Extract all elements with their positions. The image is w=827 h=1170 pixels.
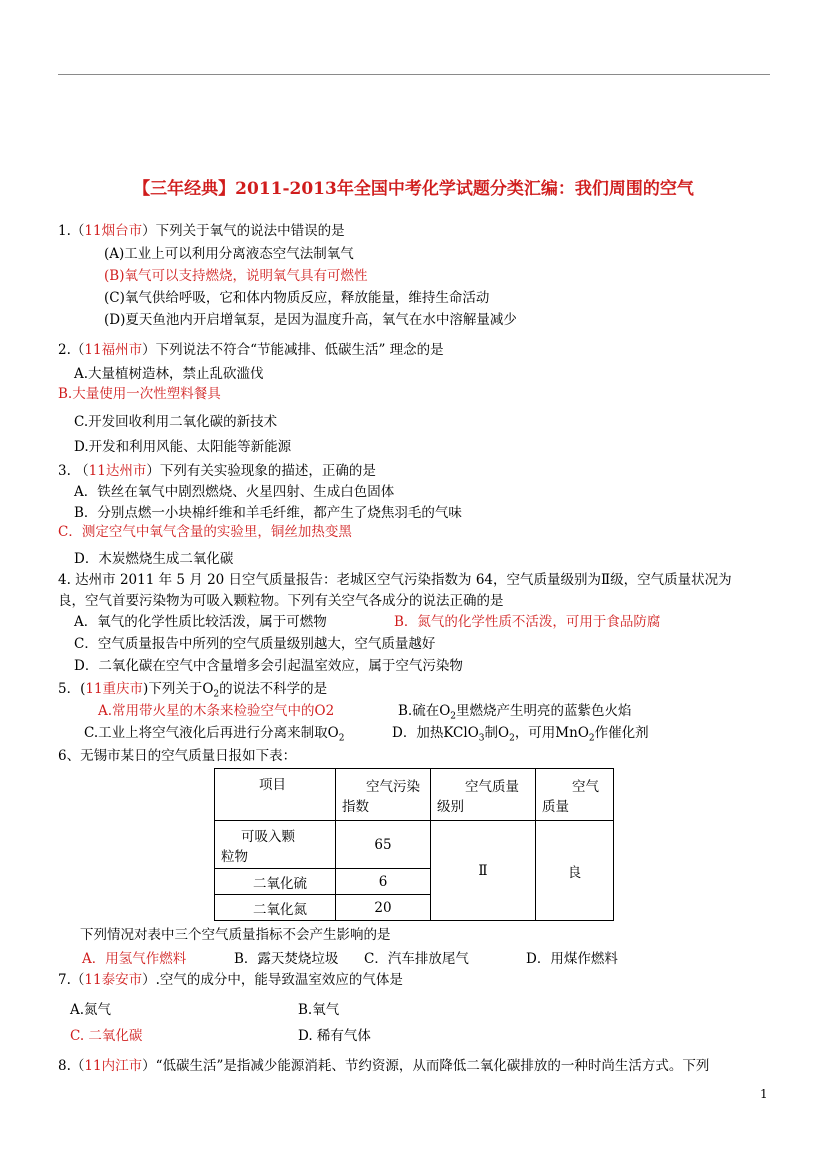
- question-3-option-d: D．木炭燃烧生成二氧化碳: [74, 551, 234, 567]
- question-7-option-d: D. 稀有气体: [298, 1028, 371, 1044]
- question-6-option-a-answer: A．用氢气作燃料: [82, 951, 187, 967]
- question-3-option-a: A．铁丝在氧气中剧烈燃烧、火星四射、生成白色固体: [74, 484, 395, 500]
- question-2-option-d: D.开发和利用风能、太阳能等新能源: [74, 439, 292, 455]
- question-6-option-d: D．用煤作燃料: [526, 951, 618, 967]
- table-header-item: 项目: [215, 769, 336, 821]
- table-cell-quality: 良: [536, 821, 614, 921]
- question-5-option-a-answer: A.常用带火星的木条来检验空气中的O2: [98, 703, 335, 719]
- question-5-source: 11重庆市: [85, 681, 144, 697]
- question-1-option-a: (A)工业上可以利用分离液态空气法制氧气: [104, 246, 354, 262]
- table-cell-index: 20: [336, 895, 431, 921]
- question-1-source: 11烟台市: [84, 223, 143, 239]
- table-header-quality: 空气 质量: [536, 769, 614, 821]
- question-3-source: 11达州市: [88, 463, 147, 479]
- air-quality-table: [214, 768, 614, 921]
- question-7-option-a: A.氮气: [70, 1002, 112, 1018]
- question-4-option-d: D．二氧化碳在空气中含量增多会引起温室效应，属于空气污染物: [74, 658, 463, 674]
- table-cell-index: 65: [336, 821, 431, 869]
- question-4-stem-line-2: 良，空气首要污染物为可吸入颗粒物。下列有关空气各成分的说法正确的是: [58, 593, 504, 609]
- question-1-option-c: (C)氧气供给呼吸，它和体内物质反应，释放能量，维持生命活动: [104, 290, 490, 306]
- question-3-option-c-answer: C．测定空气中氧气含量的实验里，铜丝加热变黑: [58, 524, 352, 540]
- question-6-sub-stem: 下列情况对表中三个空气质量指标不会产生影响的是: [80, 927, 391, 943]
- question-7-source: 11泰安市: [84, 972, 143, 988]
- question-3-option-b: B．分别点燃一小块棉纤维和羊毛纤维，都产生了烧焦羽毛的气味: [74, 505, 462, 521]
- question-2-option-a: A.大量植树造林，禁止乱砍滥伐: [74, 366, 264, 382]
- question-3-stem: 3. （11达州市）下列有关实验现象的描述，正确的是: [58, 463, 376, 479]
- question-4-stem-line-1: 4. 达州市 2011 年 5 月 20 日空气质量报告：老城区空气污染指数为 64，空气质量级别为Ⅱ级，空气质量状况为: [58, 572, 732, 588]
- question-1-stem: 1.（11烟台市）下列关于氧气的说法中错误的是: [58, 223, 345, 239]
- question-4-option-b-answer: B．氮气的化学性质不活泼，可用于食品防腐: [394, 614, 661, 630]
- table-header-level: 空气质量 级别: [431, 769, 536, 821]
- question-6-option-b: B．露天焚烧垃圾: [234, 951, 339, 967]
- table-cell-pollutant: 可吸入颗 粒物: [215, 821, 336, 869]
- question-1-option-d: (D)夏天鱼池内开启增氧泵，是因为温度升高，氧气在水中溶解量减少: [104, 312, 517, 328]
- question-1-option-b-answer: (B)氧气可以支持燃烧，说明氧气具有可燃性: [104, 268, 368, 284]
- question-7-option-b: B.氧气: [298, 1002, 340, 1018]
- question-6-stem: 6、无锡市某日的空气质量日报如下表：: [58, 748, 297, 764]
- question-7-option-c-answer: C. 二氧化碳: [70, 1028, 143, 1044]
- question-7-stem: 7.（11泰安市）.空气的成分中，能导致温室效应的气体是: [58, 972, 403, 988]
- table-cell-index: 6: [336, 869, 431, 895]
- table-cell-pollutant: 二氧化硫: [215, 869, 336, 895]
- page-number: 1: [760, 1087, 768, 1101]
- question-8-source: 11内江市: [84, 1058, 143, 1074]
- question-5-option-d: D．加热KClO$_3$制$O_2$，可用MnO$_2$作催化剂: [392, 725, 649, 744]
- question-2-stem: 2.（11福州市）下列说法不符合“节能减排、低碳生活” 理念的是: [58, 342, 444, 358]
- table-cell-level: Ⅱ: [431, 821, 536, 921]
- question-2-source: 11福州市: [84, 342, 143, 358]
- question-6-option-c: C．汽车排放尾气: [364, 951, 469, 967]
- question-5-option-b: B.硫在$O_2$里燃烧产生明亮的蓝紫色火焰: [398, 703, 632, 722]
- question-2-option-b-answer: B.大量使用一次性塑料餐具: [58, 386, 221, 402]
- question-4-option-c: C．空气质量报告中所列的空气质量级别越大，空气质量越好: [74, 636, 436, 652]
- question-8-stem: 8.（11内江市）“低碳生活”是指减少能源消耗、节约资源，从而降低二氧化碳排放的一种时尚生活方式。下列: [58, 1058, 710, 1074]
- question-5-stem: 5．(11重庆市)下列关于$O_2$的说法不科学的是: [58, 681, 328, 700]
- question-2-option-c: C.开发回收利用二氧化碳的新技术: [74, 414, 278, 430]
- header-rule: [58, 74, 770, 75]
- table-cell-pollutant: 二氧化氮: [215, 895, 336, 921]
- table-header-index: 空气污染 指数: [336, 769, 431, 821]
- document-title: 【三年经典】2011-2013年全国中考化学试题分类汇编：我们周围的空气: [133, 179, 694, 199]
- table-row: [215, 821, 614, 869]
- question-5-option-c: C.工业上将空气液化后再进行分离来制取$O_2$: [84, 725, 345, 744]
- question-4-option-a: A．氧气的化学性质比较活泼，属于可燃物: [74, 614, 327, 630]
